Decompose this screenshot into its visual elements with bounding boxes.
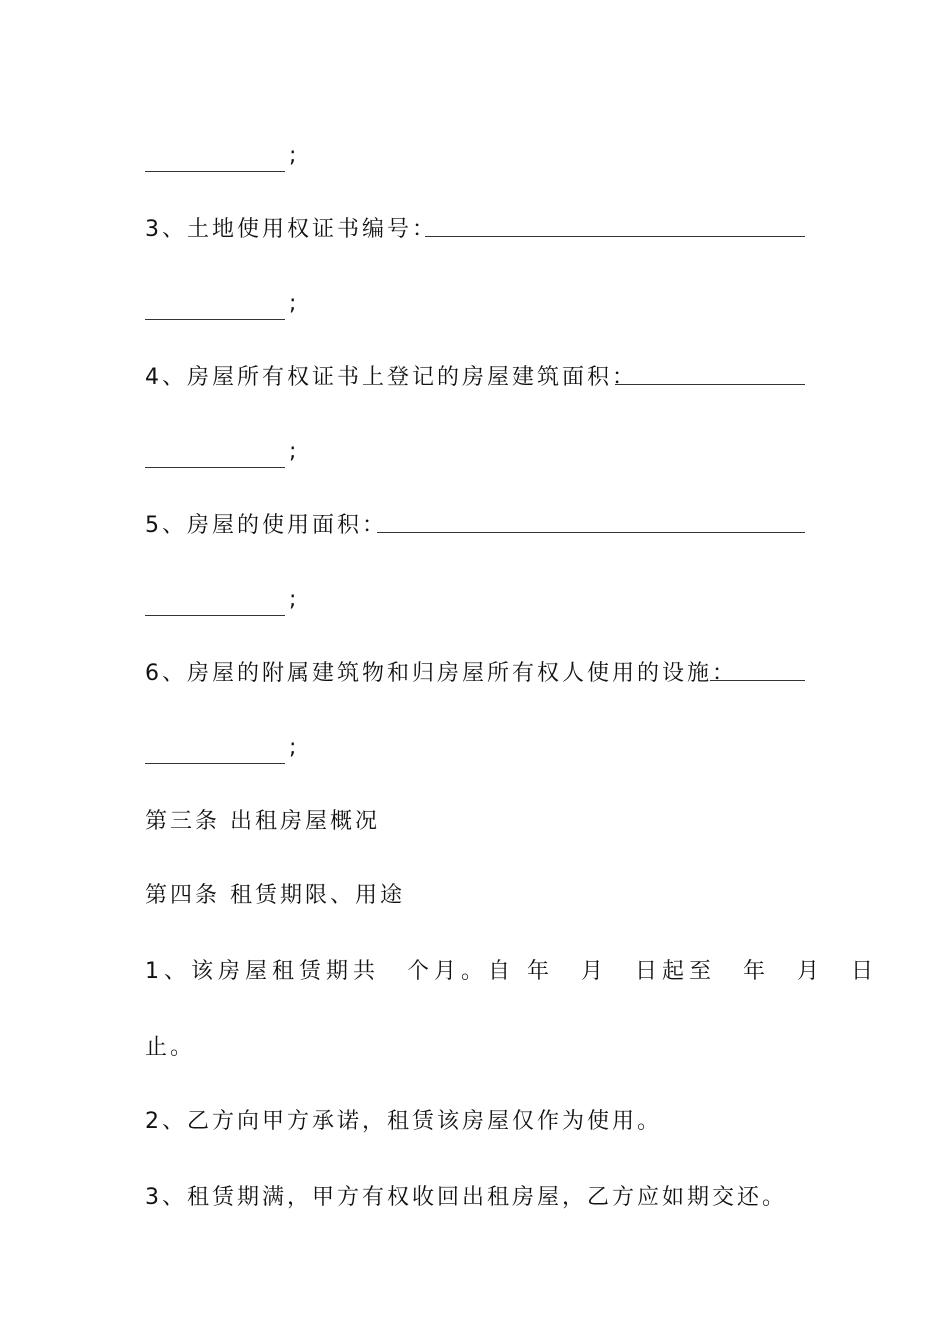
item-3-land-use-cert	[145, 214, 437, 246]
item-4-building-area	[145, 362, 637, 394]
article-3-heading: 第三条 出租房屋概况	[145, 809, 380, 834]
semicolon: ;	[289, 143, 300, 168]
item-5-label: 5、房屋的使用面积：	[145, 513, 387, 538]
blank-line-item-5	[145, 584, 299, 616]
blank-line-continuation	[145, 140, 299, 172]
blank-line-item-3	[145, 288, 299, 320]
item-4-label: 4、房屋所有权证书上登记的房屋建筑面积：	[145, 365, 637, 390]
semicolon: ;	[289, 439, 300, 464]
lease-term-3: 3、租赁期满，甲方有权收回出租房屋，乙方应如期交还。	[145, 1185, 787, 1210]
blank-field	[145, 151, 285, 172]
item-5-blank	[377, 532, 805, 533]
blank-line-item-6	[145, 732, 299, 764]
blank-field	[145, 595, 285, 616]
item-3-blank	[425, 236, 805, 237]
blank-line-item-4	[145, 436, 299, 468]
blank-field	[145, 743, 285, 764]
lease-term-1: 1、该房屋租赁期共 个月。自 年 月 日起至 年 月 日	[145, 959, 878, 984]
item-5-usable-area	[145, 510, 387, 542]
semicolon: ;	[289, 587, 300, 612]
semicolon: ;	[289, 735, 300, 760]
item-6-label: 6、房屋的附属建筑物和归房屋所有权人使用的设施：	[145, 661, 737, 686]
blank-field	[145, 447, 285, 468]
lease-term-2: 2、乙方向甲方承诺，租赁该房屋仅作为使用。	[145, 1109, 662, 1134]
blank-field	[145, 299, 285, 320]
item-6-blank	[710, 680, 805, 681]
semicolon: ;	[289, 291, 300, 316]
lease-term-1-end: 止。	[145, 1035, 196, 1060]
item-6-facilities	[145, 658, 737, 690]
item-3-label: 3、土地使用权证书编号：	[145, 217, 437, 242]
article-4-heading: 第四条 租赁期限、用途	[145, 883, 405, 908]
item-4-blank	[615, 384, 805, 385]
